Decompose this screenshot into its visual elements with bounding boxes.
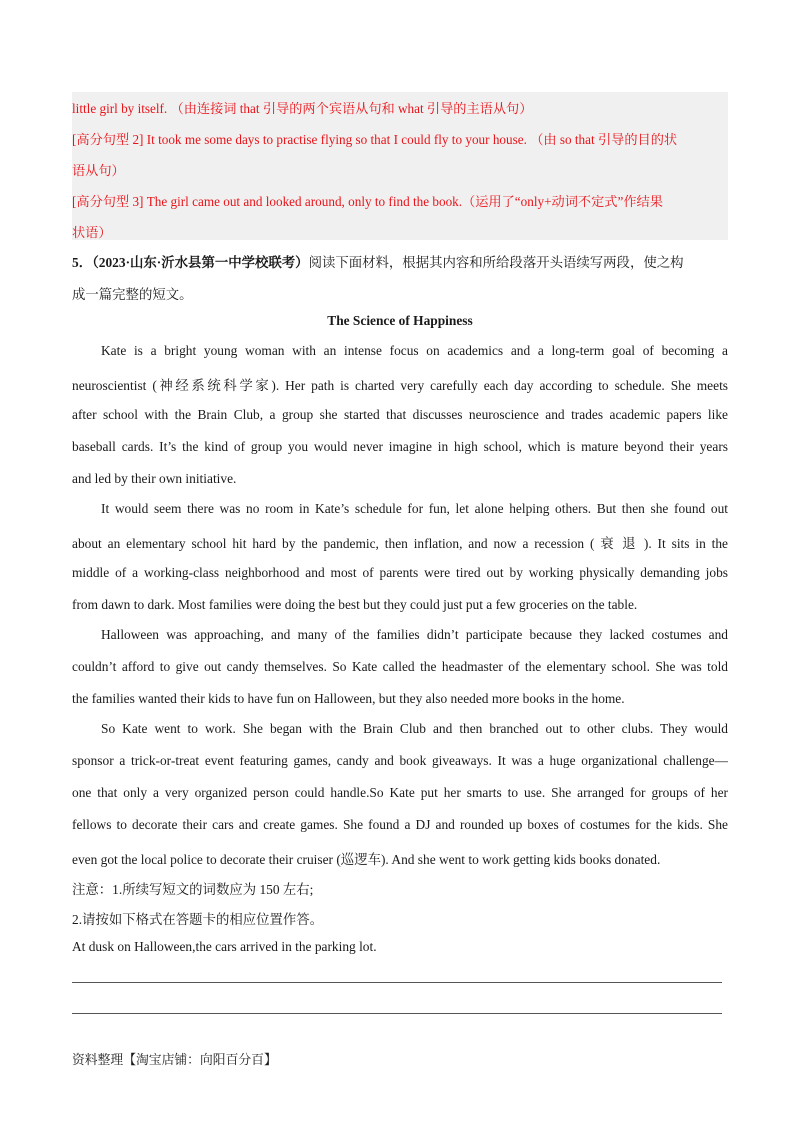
question-instruction: 阅读下面材料，根据其内容和所给段落开头语续写两段，使之构 (308, 255, 684, 270)
passage-title: The Science of Happiness (327, 313, 473, 328)
answer-writing-line[interactable] (72, 1013, 722, 1014)
passage-line: and led by their own initiative. (72, 471, 237, 486)
question-instruction-cont: 成一篇完整的短文。 (72, 287, 193, 302)
question-source: （2023·山东·沂水县第一中学校联考） (92, 255, 309, 270)
passage-line: Halloween was approaching, and many of the families didn’t participate because they lacked costumes and (101, 627, 728, 642)
passage-line: couldn’t afford to give out candy themselves. So Kate called the headmaster of the elementary school. She was told (72, 659, 728, 674)
answer-line: [高分句型 2] It took me some days to practise flying so that I could fly to your house. （由 so that 引导的目的状 (72, 132, 678, 147)
question-number: 5． (72, 255, 93, 270)
passage-line: It would seem there was no room in Kate’s schedule for fun, let alone helping others. But then she found out (101, 501, 728, 516)
note-line: 2.请按如下格式在答题卡的相应位置作答。 (72, 912, 324, 927)
continuation-prompt: At dusk on Halloween,the cars arrived in the parking lot. (72, 939, 377, 954)
passage-line: the families wanted their kids to have fun on Halloween, but they also needed more books in the home. (72, 691, 625, 706)
passage-line: even got the local police to decorate their cruiser (巡逻车). And she went to work getting kids books donated. (72, 852, 661, 867)
footer-source: 资料整理【淘宝店铺：向阳百分百】 (72, 1053, 277, 1068)
note-line: 注意：1.所续写短文的词数应为 150 左右; (72, 882, 314, 897)
passage-line: So Kate went to work. She began with the Brain Club and then branched out to other clubs. They would (101, 721, 728, 736)
answer-writing-line[interactable] (72, 982, 722, 983)
passage-line: sponsor a trick-or-treat event featuring games, candy and book giveaways. It was a huge organizational challenge— (72, 753, 728, 768)
passage-line: baseball cards. It’s the kind of group you would never imagine in high school, which is mature beyond their years (72, 439, 728, 454)
passage-line: one that only a very organized person could handle.So Kate put her smarts to use. She arranged for groups of her (72, 785, 728, 800)
passage-line: after school with the Brain Club, a group she started that discusses neuroscience and trades academic papers like (72, 407, 728, 422)
answer-line: 语从句） (72, 163, 125, 178)
passage-line: middle of a working-class neighborhood and most of parents were tired out by working physically demanding jobs (72, 565, 728, 580)
answer-line: little girl by itself. （由连接词 that 引导的两个宾语从句和 what 引导的主语从句） (72, 101, 533, 116)
question-header (72, 252, 684, 271)
passage-line: Kate is a bright young woman with an intense focus on academics and a long-term goal of becoming a (101, 343, 728, 358)
passage-line: about an elementary school hit hard by the pandemic, then inflation, and now a recession ( 衰 退 ). It sits in the (72, 536, 728, 551)
passage-line: from dawn to dark. Most families were doing the best but they could just put a few groceries on the table. (72, 597, 638, 612)
answer-line: [高分句型 3] The girl came out and looked around, only to find the book.（运用了“only+动词不定式”作结果 (72, 194, 663, 209)
answer-line: 状语） (72, 225, 112, 240)
passage-line: fellows to decorate their cars and create games. She found a DJ and rounded up boxes of costumes for the kids. She (72, 817, 728, 832)
passage-line: neuroscientist (神经系统科学家). Her path is charted very carefully each day according to schedule. She meets (72, 378, 728, 393)
